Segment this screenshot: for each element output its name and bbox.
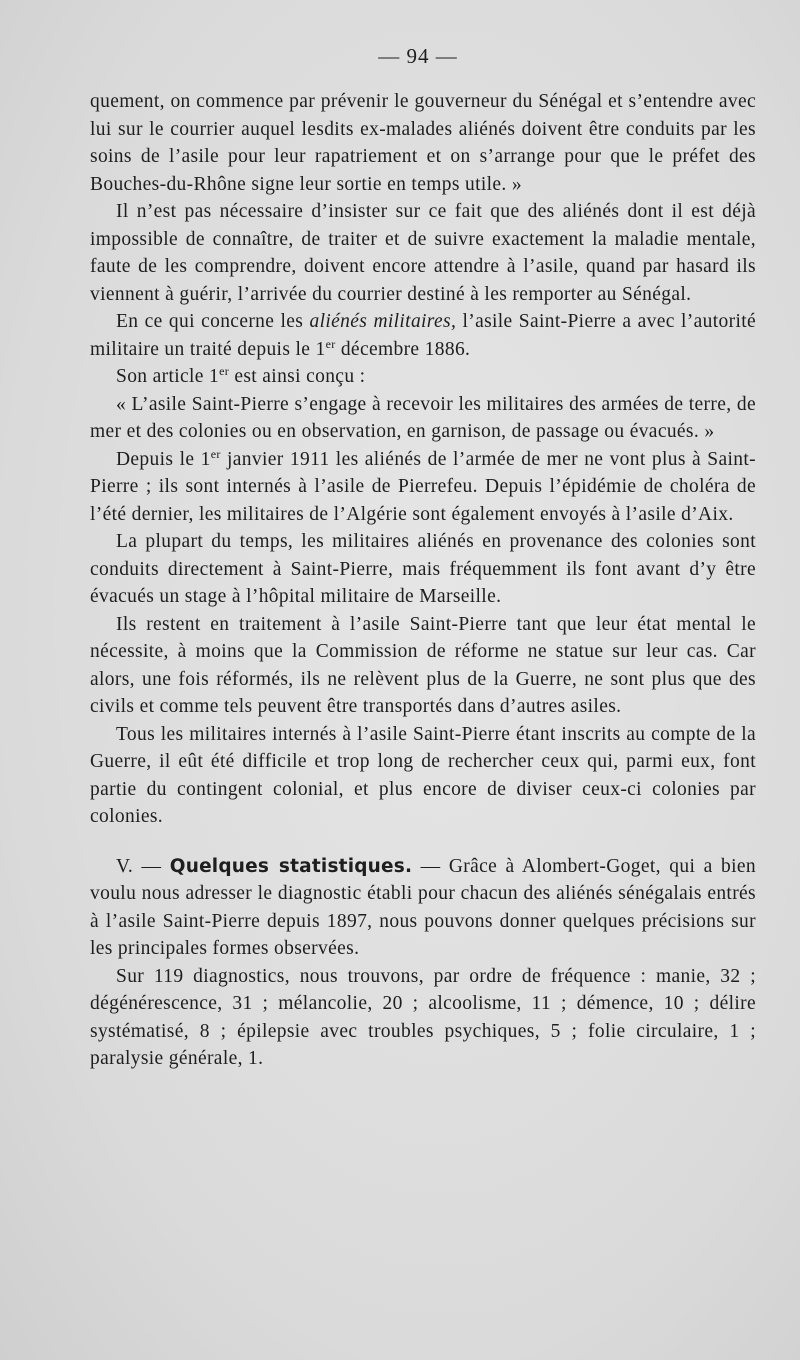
- section-number: V. —: [116, 855, 170, 877]
- paragraph: Tous les militaires internés à l’asile Saint-Pierre étant inscrits au compte de la Guerre, il eût été difficile et trop long de rechercher ceux qui, parmi eux, font partie du contingent colonial, et plus encore de diviser ceux-ci colonies par colonies.: [90, 723, 756, 827]
- superscript: er: [210, 446, 221, 461]
- paragraph: Sur 119 diagnostics, nous trouvons, par ordre de fréquence : manie, 32 ; dégénérescence, 31 ; mélancolie, 20 ; alcoolisme, 11 ; démence, 10 ; délire systématisé, 8 ; épilepsie avec troubles psychiques, 5 ; folie circulaire, 1 ; paralysie générale, 1.: [90, 965, 756, 1069]
- paragraph-text: Depuis le 1: [116, 448, 211, 470]
- paragraph-text: décembre 1886.: [335, 338, 471, 360]
- paragraph: [90, 363, 756, 391]
- paragraph-text: janvier 1911 les aliénés de l’armée de mer ne vont plus à Saint-Pierre ; ils sont internés à l’asile de Pierrefeu. Depuis l’épidémie de choléra de l’été dernier, les militaires de l’Algérie sont également envoyés à l’asile d’Aix.: [90, 448, 756, 525]
- paragraph: Il n’est pas nécessaire d’insister sur ce fait que des aliénés dont il est déjà impossible de connaître, de traiter et de suivre exactement la maladie mentale, faute de les comprendre, doivent encore attendre à l’asile, quand par hasard ils viennent à guérir, l’arrivée du courrier destiné à les remporter au Sénégal.: [90, 201, 756, 305]
- superscript: er: [325, 336, 336, 351]
- quotation: « L’asile Saint-Pierre s’engage à recevoir les militaires des armées de terre, de mer et des colonies ou en observation, en garnison, de passage ou évacués. »: [90, 393, 756, 442]
- section-title: Quelques statistiques.: [169, 855, 413, 877]
- superscript: er: [219, 364, 230, 378]
- paragraph-text: Son article 1: [116, 366, 220, 387]
- paragraph-text: est ainsi conçu :: [229, 366, 366, 387]
- paragraph-text: En ce qui concerne les: [116, 311, 310, 332]
- paragraph: La plupart du temps, les militaires aliénés en provenance des colonies sont conduits directement à Saint-Pierre, mais fréquemment ils font avant d’y être évacués un stage à l’hôpital militaire de Marseille.: [90, 531, 756, 607]
- paragraph: [90, 308, 756, 363]
- section-paragraph: [90, 853, 756, 963]
- italic-phrase: aliénés militaires,: [309, 311, 457, 332]
- body-text: [90, 88, 756, 1073]
- paragraph-text: l’asile Saint-Pierre a avec l’autorité militaire un traité depuis le 1: [90, 311, 757, 360]
- paragraph: Ils restent en traitement à l’asile Saint-Pierre tant que leur état mental le nécessite, à moins que la Commission de réforme ne statue sur leur cas. Car alors, une fois réformés, ils ne relèvent plus de la Guerre, ne sont plus que des civils et comme tels peuvent être transportés dans d’autres asiles.: [90, 613, 756, 717]
- page-number: — 94 —: [378, 44, 458, 68]
- paragraph-text: — Grâce à Alombert-Goget, qui a bien voulu nous adresser le diagnostic établi pour chacun des aliénés sénégalais entrés à l’asile Saint-Pierre depuis 1897, nous pouvons donner quelques précisions sur les principales formes observées.: [90, 855, 756, 959]
- paragraph: quement, on commence par prévenir le gouverneur du Sénégal et s’entendre avec lui sur le courrier auquel lesdits ex-malades aliénés doivent être conduits par les soins de l’asile pour leur rapatriement et on s’arrange pour que le préfet des Bouches-du-Rhône signe leur sortie en temps utile. »: [90, 91, 756, 195]
- paragraph: [90, 446, 756, 529]
